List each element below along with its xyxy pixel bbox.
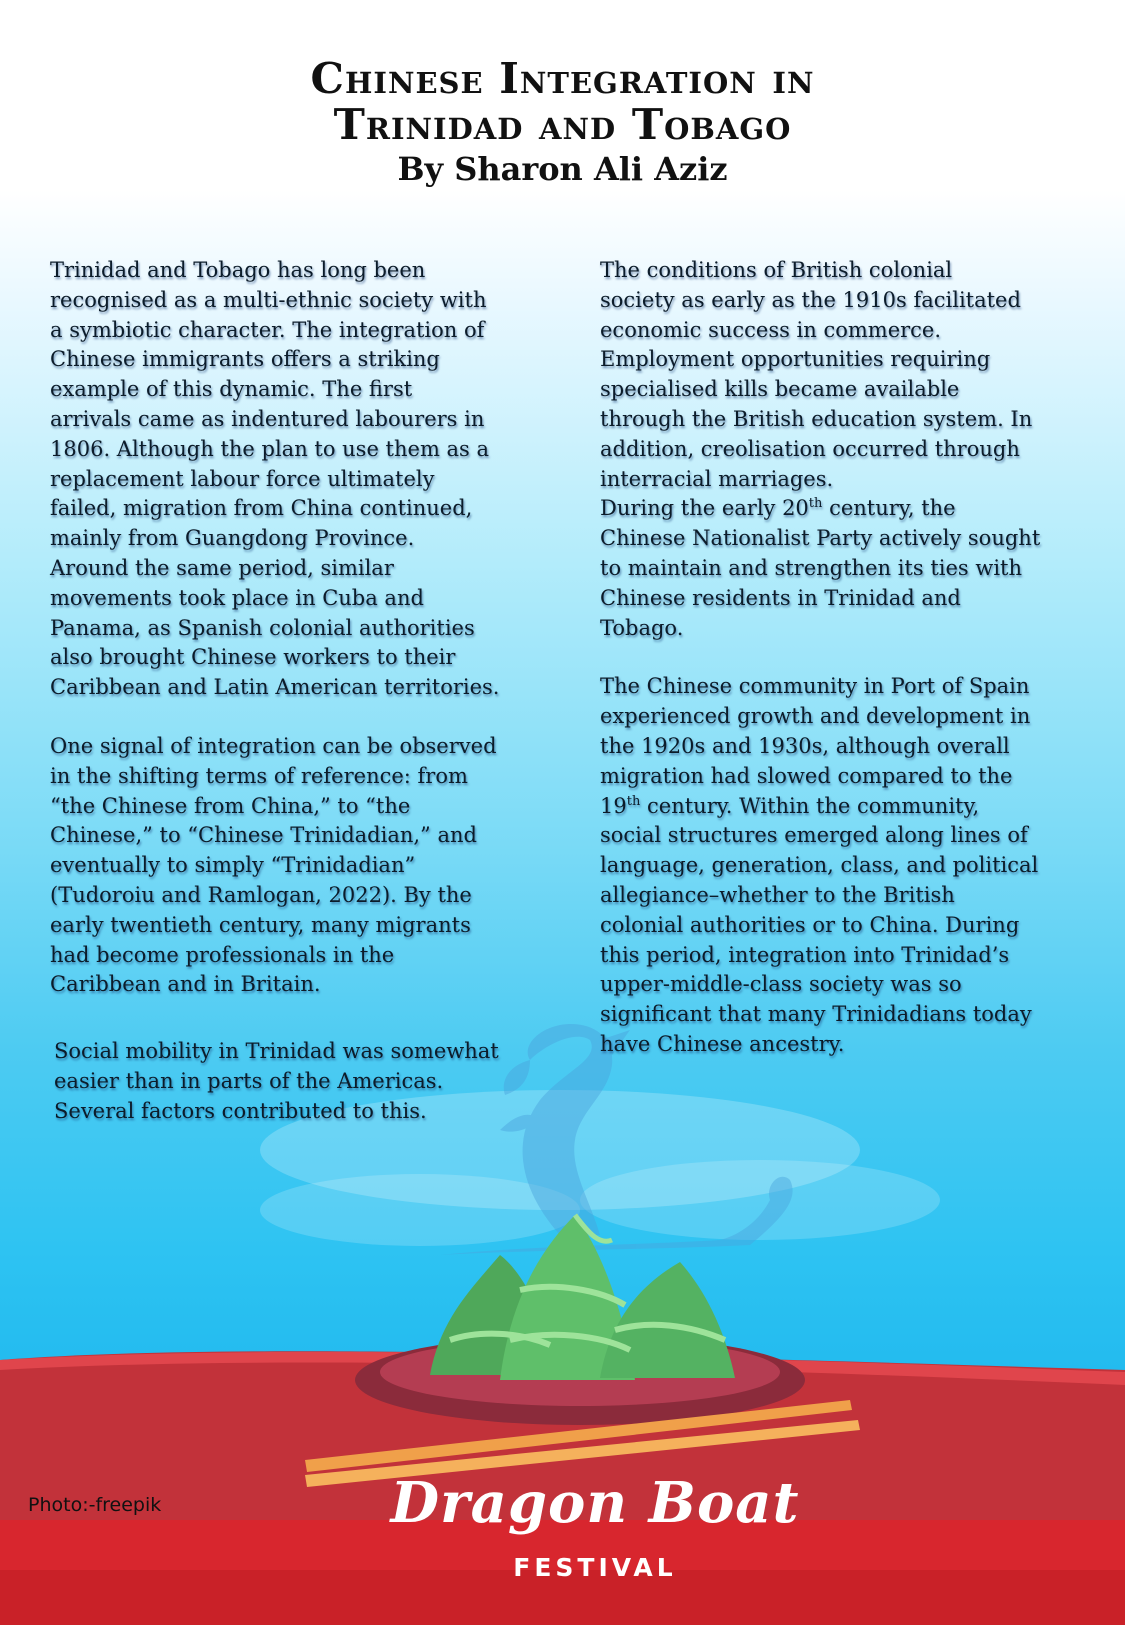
text: During the early 20 [600,496,809,521]
line: Chinese Nationalist Party actively sought [600,526,1041,551]
festival-title: Dragon Boat [390,1470,800,1536]
line: Caribbean and in Britain. [50,972,321,997]
line: the 1920s and 1930s, although overall [600,733,1010,758]
line: Around the same period, similar [50,555,394,580]
line: mainly from Guangdong Province. [50,526,415,551]
line: economic success in commerce. [600,317,942,342]
dumpling [600,1262,735,1378]
line: Trinidad and Tobago has long been [50,258,426,282]
text: 19 [600,793,627,818]
line: significant that many Trinidadians today [600,1002,1032,1027]
line: allegiance–whether to the British [600,882,955,907]
line: Social mobility in Trinidad was somewhat [54,1039,499,1064]
line: Panama, as Spanish colonial authorities [50,615,475,640]
line: migration had slowed compared to the [600,763,1013,788]
line: Employment opportunities requiring [600,347,991,372]
right-column [600,256,1045,1060]
line: “the Chinese from China,” to “the [50,793,411,818]
line: a symbiotic character. The integration of [50,317,485,342]
left-column [50,256,510,1127]
photo-credit: Photo:-freepik [28,1494,162,1516]
line: this period, integration into Trinidad’s [600,942,1010,967]
line: Caribbean and Latin American territories. [50,675,500,700]
line: specialised kills became available [600,377,960,402]
line: Several factors contributed to this. [54,1098,427,1123]
line [600,494,1045,524]
line: The Chinese community in Port of Spain [600,674,1030,699]
line: The conditions of British colonial [600,258,953,282]
line: 1806. Although the plan to use them as a [50,436,490,461]
line [600,792,1045,822]
line: recognised as a multi-ethnic society with [50,287,487,312]
line: failed, migration from China continued, [50,496,473,521]
superscript: th [626,793,641,809]
page-title-line-1: Chinese Integration in [310,54,815,103]
line: colonial authorities or to China. During [600,912,1020,937]
line: society as early as the 1910s facilitated [600,287,1021,312]
line: addition, creolisation occurred through [600,436,1020,461]
text: century. Within the community, [640,793,980,818]
line: One signal of integration can be observed [50,733,497,758]
line: to maintain and strengthen its ties with [600,555,1023,580]
line: easier than in parts of the Americas. [54,1068,444,1093]
text: century, the [822,496,956,521]
line: upper-middle-class society was so [600,972,962,997]
festival-subtitle: FESTIVAL [513,1553,677,1582]
superscript: th [808,496,823,512]
line: have Chinese ancestry. [600,1031,845,1056]
byline: By Sharon Ali Aziz [397,150,728,188]
line: interracial marriages. [600,466,834,491]
line: Chinese,” to “Chinese Trinidadian,” and [50,823,477,848]
line: had become professionals in the [50,942,395,967]
line: replacement labour force ultimately [50,466,435,491]
line: experienced growth and development in [600,704,1031,729]
line: arrivals came as indentured labourers in [50,406,485,431]
line: in the shifting terms of reference: from [50,763,468,788]
line: early twentieth century, many migrants [50,912,471,937]
line: Chinese immigrants offers a striking [50,347,440,372]
line: (Tudoroiu and Ramlogan, 2022). By the [50,882,472,907]
line: Tobago. [600,615,684,640]
line: eventually to simply “Trinidadian” [50,853,416,878]
line: example of this dynamic. The first [50,377,413,402]
line: language, generation, class, and political [600,853,1039,878]
line: through the British education system. In [600,406,1033,431]
line: social structures emerged along lines of [600,823,1028,848]
line: Chinese residents in Trinidad and [600,585,961,610]
line: also brought Chinese workers to their [50,645,456,670]
line: movements took place in Cuba and [50,585,424,610]
page-title-line-2: Trinidad and Tobago [333,100,792,149]
